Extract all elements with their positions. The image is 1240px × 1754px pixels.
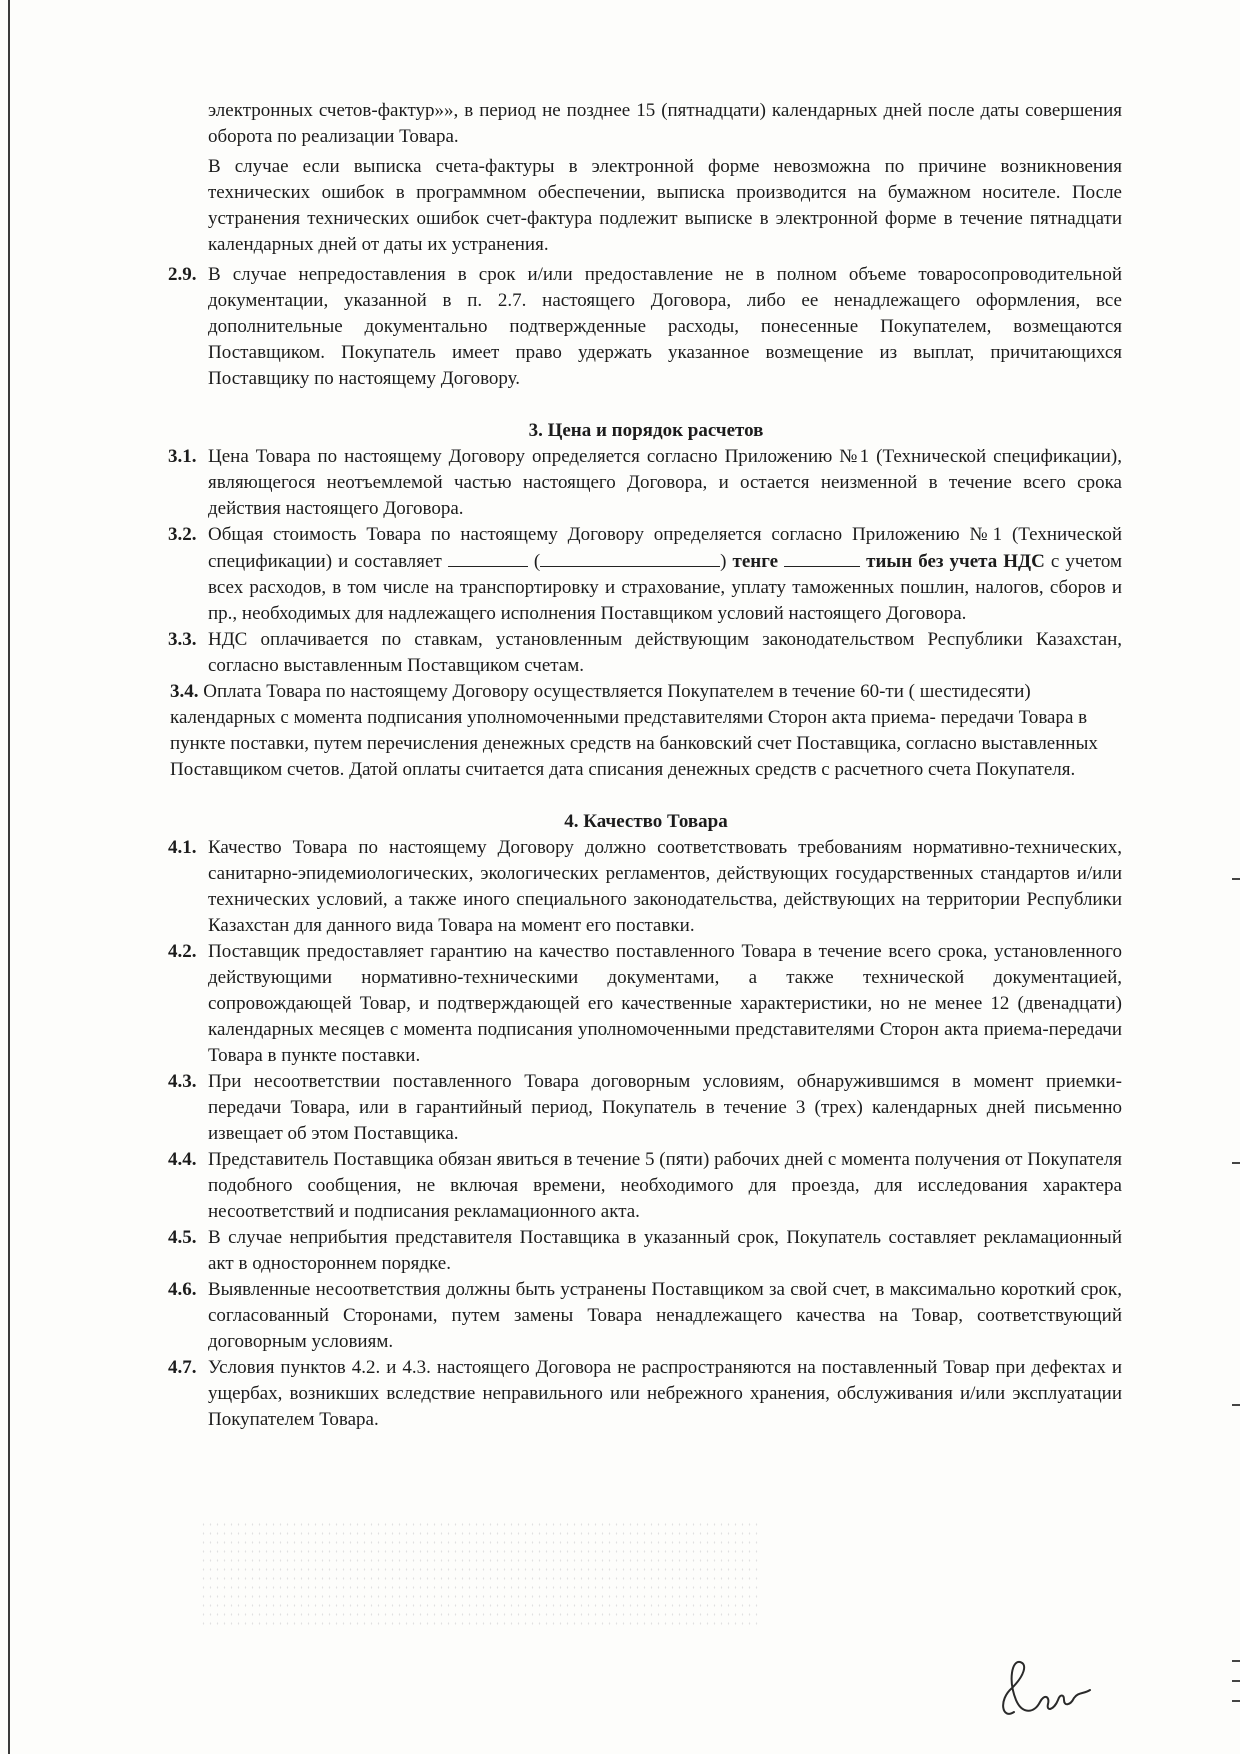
section-3-title: 3. Цена и порядок расчетов	[528, 420, 764, 441]
clause-4-3	[170, 1069, 1122, 1147]
clause-text: Поставщик предоставляет гарантию на качество поставленного Товара в течение всего срока, установленного действующими нормативно-техническими документами, а также технической документацией, сопровождающей Товар, и подтверждающей его качественные характеристики, но не менее 12 (двенадцати) календарных месяцев с момента подписания уполномоченными представителями Сторон акта приема-передачи Товара в пункте поставки.	[208, 941, 1122, 1066]
clause-text: Цена Товара по настоящему Договору определяется согласно Приложению №1 (Технической спецификации), являющегося неотъемлемой частью настоящего Договора, и остается неизменной в течение всего срока действия настоящего Договора.	[208, 446, 1122, 519]
clause-text: НДС оплачивается по ставкам, установленным действующим законодательством Республики Казахстан, согласно выставленным Поставщиком счетам.	[208, 629, 1122, 676]
amount-blank	[448, 548, 528, 567]
clause-number: 4.4.	[168, 1149, 197, 1170]
clause-3-1	[170, 444, 1122, 522]
clause-number: 3.4.	[170, 681, 199, 702]
tiyn-label: тиын без учета НДС	[866, 551, 1045, 572]
scan-left-edge	[8, 0, 10, 1754]
document-body	[170, 98, 1122, 1433]
clause-text: Качество Товара по настоящему Договору должно соответствовать требованиям нормативно-технических, санитарно-эпидемиологических, экологических регламентов, действующих государственных стандартов и/или технических условий, а также иного специального законодательства, действующих на территории Республики Казахстан для данного вида Товара на момент его поставки.	[208, 837, 1122, 936]
clause-number: 3.1.	[168, 446, 197, 467]
clause-text: Условия пунктов 4.2. и 4.3. настоящего Договора не распространяются на поставленный Товар при дефектах и ущербах, возникших вследствие неправильного или небрежного хранения, обслуживания и/или эксплуатации Покупателем Товара.	[208, 1357, 1122, 1430]
clause-4-2	[170, 939, 1122, 1069]
clause-text: Оплата Товара по настоящему Договору осуществляется Покупателем в течение 60-ти ( шестидесяти) календарных с момента подписания уполномоченными представителями Сторон акта приема- передачи Товара в пункте поставки, путем перечисления денежных средств на банковский счет Поставщика, согласно выставленных Поставщиком счетов. Датой оплаты считается дата списания денежных средств с расчетного счета Покупателя.	[170, 681, 1098, 780]
clause-4-4	[170, 1147, 1122, 1225]
section-4-title: 4. Качество Товара	[564, 811, 728, 832]
clause-text: В случае непредоставления в срок и/или предоставление не в полном объеме товаросопроводительной документации, указанной в п. 2.7. настоящего Договора, либо ее ненадлежащего оформления, все дополнительные документально подтвержденные расходы, понесенные Покупателем, возмещаются Поставщиком. Покупатель имеет право удержать указанное возмещение из выплат, причитающихся Поставщику по настоящему Договору.	[208, 264, 1122, 389]
close-paren: )	[720, 551, 727, 572]
intro-continuation: электронных счетов-фактур»», в период не позднее 15 (пятнадцати) календарных дней после даты совершения оборота по реализации Товара.	[208, 100, 1122, 147]
scan-noise	[200, 1520, 760, 1630]
clause-text: Общая стоимость Товара по настоящему Договору определяется согласно Приложению №1 (Технической спецификации) и составляет	[208, 524, 1122, 572]
tenge-label: тенге	[732, 551, 779, 572]
clause-number: 2.9.	[168, 264, 197, 285]
intro-paragraph: В случае если выписка счета-фактуры в электронной форме невозможна по причине возникновения технических ошибок в программном обеспечении, выписка производится на бумажном носителе. После устранения технических ошибок счет-фактура подлежит выписке в электронной форме в течение пятнадцати календарных дней от даты их устранения.	[208, 156, 1122, 255]
clause-number: 4.1.	[168, 837, 197, 858]
clause-number: 3.2.	[168, 524, 197, 545]
clause-number: 4.7.	[168, 1357, 197, 1378]
clause-3-4	[170, 679, 1122, 783]
clause-number: 4.5.	[168, 1227, 197, 1248]
clause-2-9	[170, 262, 1122, 392]
clause-text: Выявленные несоответствия должны быть устранены Поставщиком за свой счет, в максимально короткий срок, согласованный Сторонами, путем замены Товара ненадлежащего качества на Товар, соответствующий договорным условиям.	[208, 1279, 1122, 1352]
clause-4-5	[170, 1225, 1122, 1277]
clause-number: 4.6.	[168, 1279, 197, 1300]
clause-number: 4.2.	[168, 941, 197, 962]
clause-text: При несоответствии поставленного Товара договорным условиям, обнаружившимся в момент приемки-передачи Товара, или в гарантийный период, Покупатель в течение 3 (трех) календарных дней письменно извещает об этом Поставщика.	[208, 1071, 1122, 1144]
open-paren: (	[533, 551, 541, 572]
scan-right-marks	[1230, 0, 1240, 1754]
clause-4-1	[170, 835, 1122, 939]
clause-3-3	[170, 627, 1122, 679]
clause-number: 3.3.	[168, 629, 197, 650]
clause-number: 4.3.	[168, 1071, 197, 1092]
clause-4-7	[170, 1355, 1122, 1433]
clause-text-cont: с учетом всех расходов, в том числе на транспортировку и страхование, уплату таможенных пошлин, налогов, сборов и пр., необходимых для надлежащего исполнения Поставщиком условий настоящего Договора.	[208, 551, 1123, 624]
clause-text: Представитель Поставщика обязан явиться в течение 5 (пяти) рабочих дней с момента получения от Покупателя подобного сообщения, не включая времени, необходимого для проезда, для исследования характера несоответствий и подписания рекламационного акта.	[208, 1149, 1122, 1222]
clause-3-2	[170, 522, 1122, 627]
handwritten-signature	[994, 1650, 1104, 1730]
clause-4-6	[170, 1277, 1122, 1355]
clause-text: В случае неприбытия представителя Поставщика в указанный срок, Покупатель составляет рекламационный акт в одностороннем порядке.	[208, 1227, 1122, 1274]
amount-words-blank	[540, 548, 720, 567]
tiyn-blank	[784, 548, 860, 567]
